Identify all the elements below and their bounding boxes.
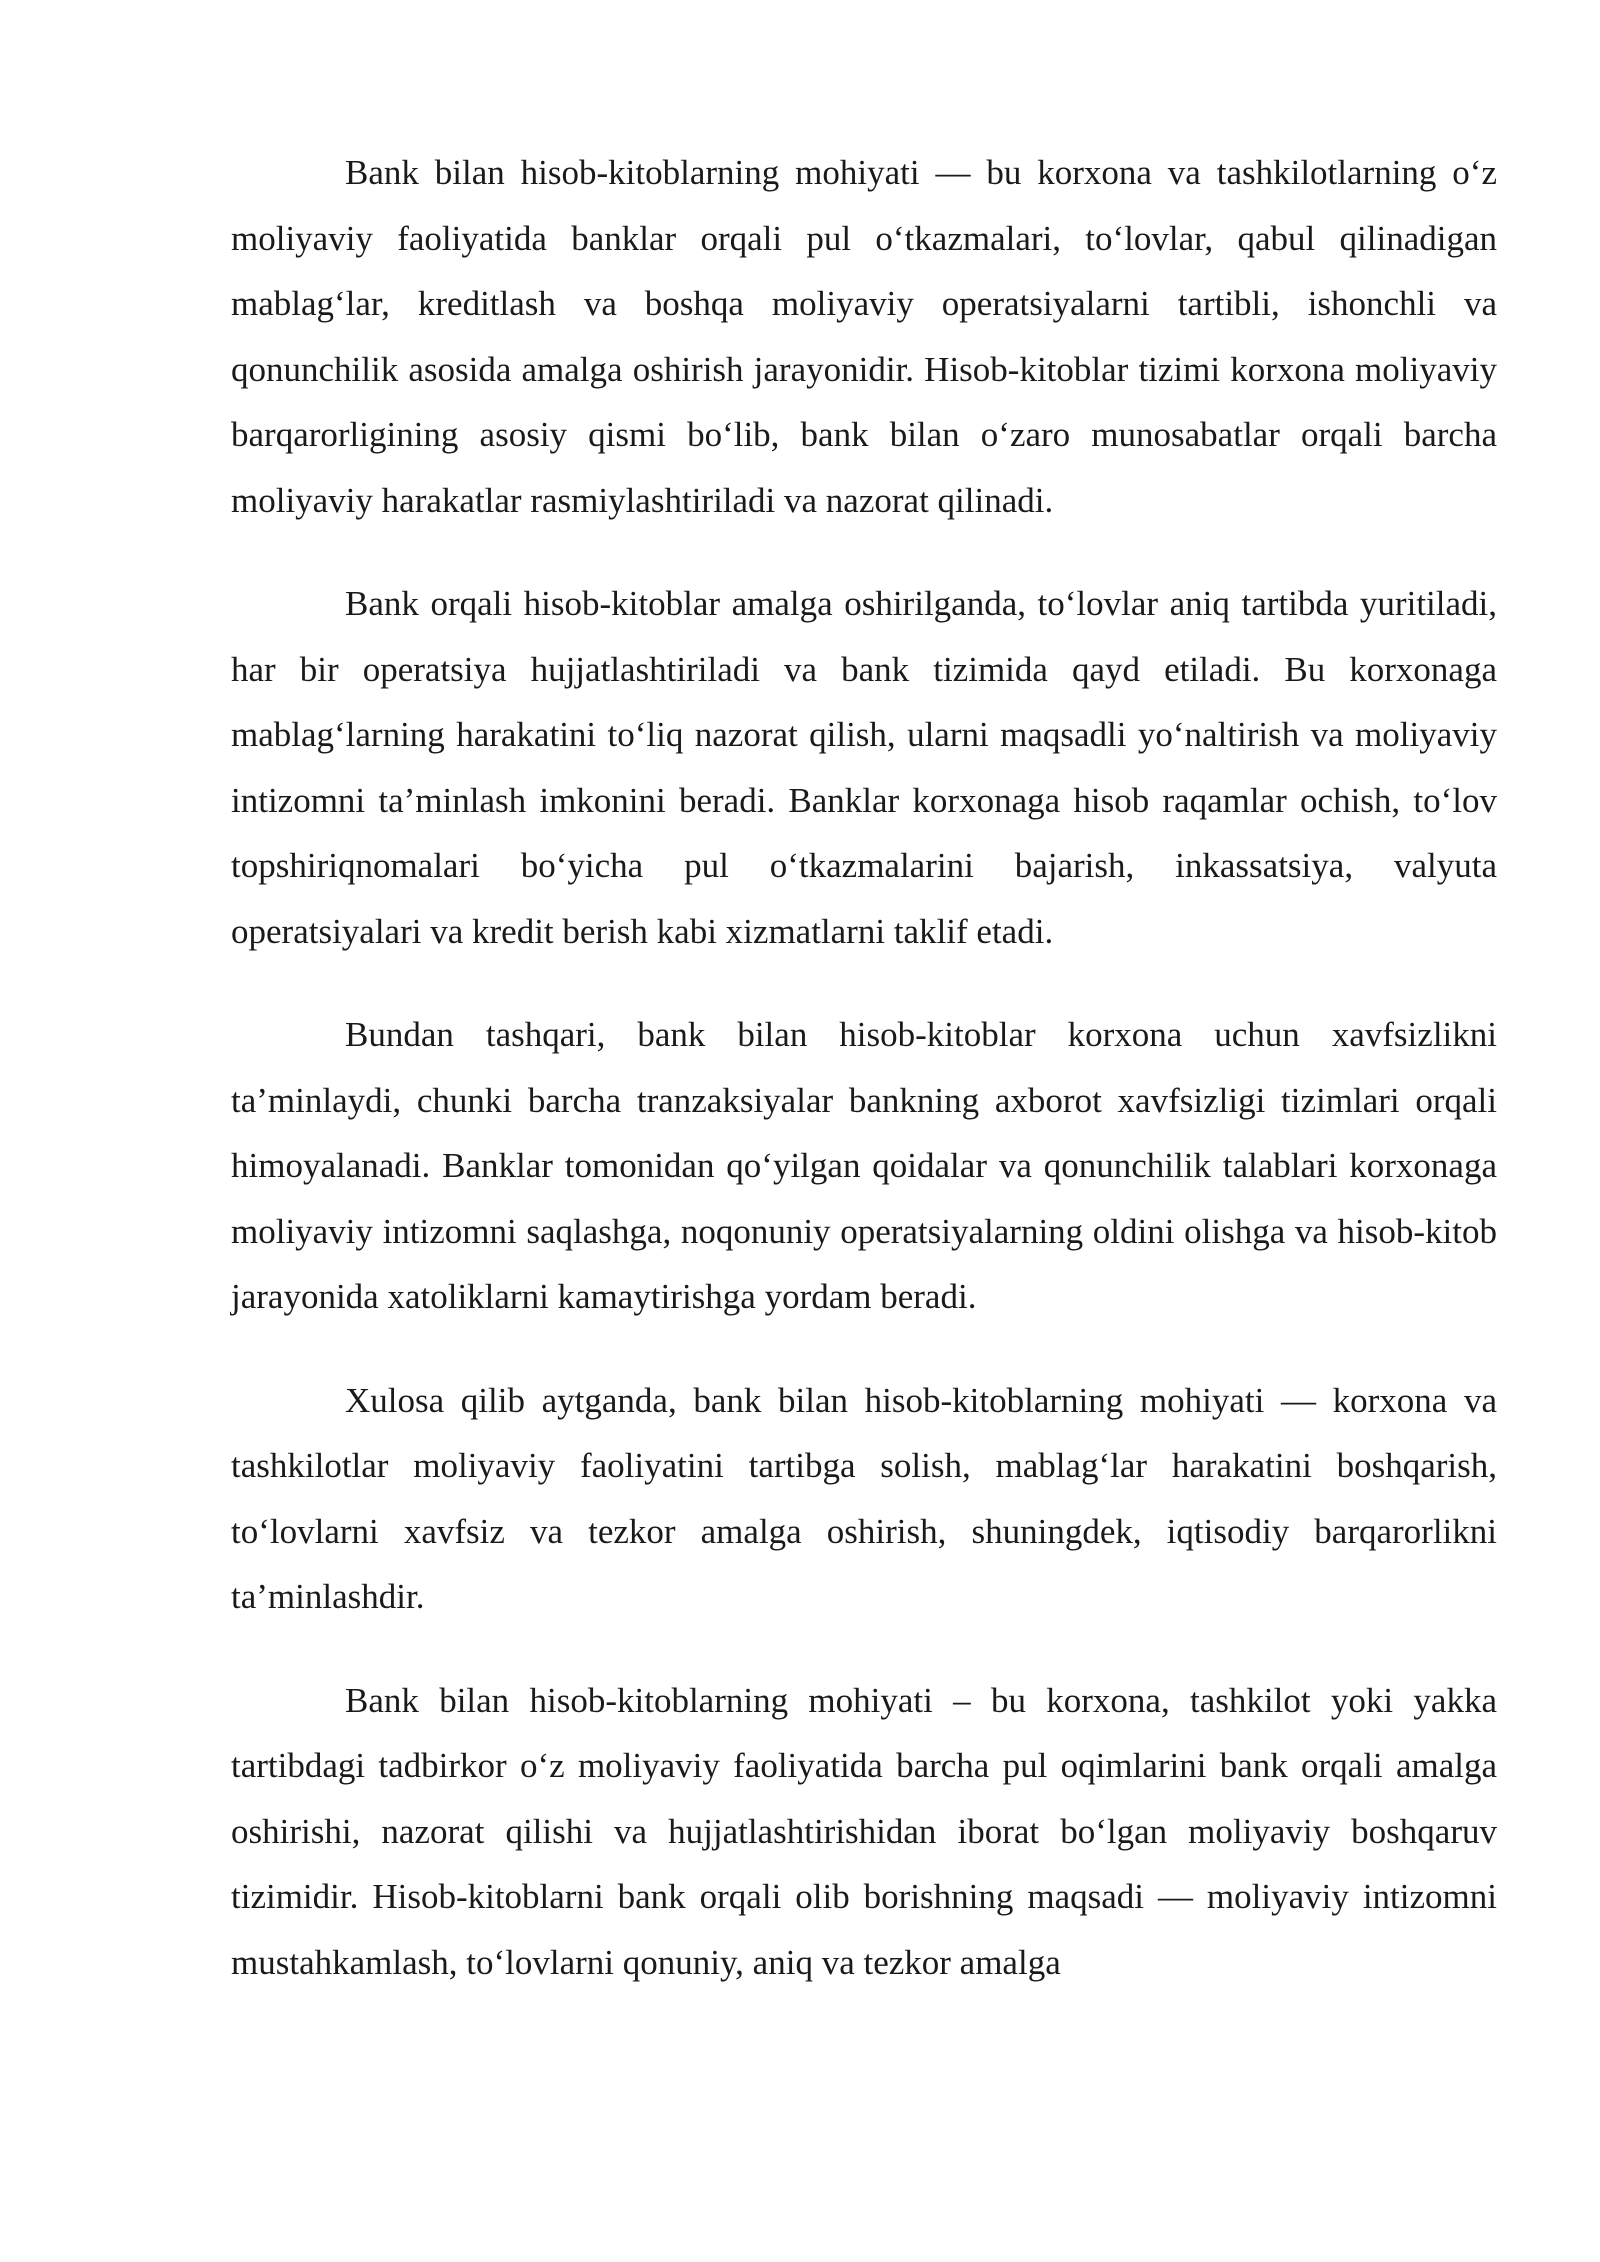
paragraph-1: Bank bilan hisob-kitoblarning mohiyati — bu korxona va tashkilotlarning o‘z moliyaviy faoliyatida banklar orqali pul o‘tkazmalari, to‘lovlar, qabul qilinadigan mablag‘lar, kreditlash va boshqa moliyaviy operatsiyalarni tartibli, ishonchli va qonunchilik asosida amalga oshirish jarayonidir. Hisob-kitoblar tizimi korxona moliyaviy barqarorligining asosiy qismi bo‘lib, bank bilan o‘zaro munosabatlar orqali barcha moliyaviy harakatlar rasmiylashtiriladi va nazorat qilinadi. xyxy=(231,153,1497,520)
paragraph-3: Bundan tashqari, bank bilan hisob-kitoblar korxona uchun xavfsizlikni ta’minlaydi, chunki barcha tranzaksiyalar bankning axborot xavfsizligi tizimlari orqali himoyalanadi. Banklar tomonidan qo‘yilgan qoidalar va qonunchilik talablari korxonaga moliyaviy intizomni saqlashga, noqonuniy operatsiyalarning oldini olishga va hisob-kitob jarayonida xatoliklarni kamaytirishga yordam beradi. xyxy=(231,1015,1497,1316)
paragraph-2: Bank orqali hisob-kitoblar amalga oshirilganda, to‘lovlar aniq tartibda yuritiladi, har bir operatsiya hujjatlashtiriladi va bank tizimida qayd etiladi. Bu korxonaga mablag‘larning harakatini to‘liq nazorat qilish, ularni maqsadli yo‘naltirish va moliyaviy intizomni ta’minlash imkonini beradi. Banklar korxonaga hisob raqamlar ochish, to‘lov topshiriqnomalari bo‘yicha pul o‘tkazmalarini bajarish, inkassatsiya, valyuta operatsiyalari va kredit berish kabi xizmatlarni taklif etadi. xyxy=(231,584,1497,951)
document-body xyxy=(231,140,1497,2033)
paragraph-5: Bank bilan hisob-kitoblarning mohiyati – bu korxona, tashkilot yoki yakka tartibdagi tadbirkor o‘z moliyaviy faoliyatida barcha pul oqimlarini bank orqali amalga oshirishi, nazorat qilishi va hujjatlashtirishidan iborat bo‘lgan moliyaviy boshqaruv tizimidir. Hisob-kitoblarni bank orqali olib borishning maqsadi — moliyaviy intizomni mustahkamlash, to‘lovlarni qonuniy, aniq va tezkor amalga xyxy=(231,1680,1497,1982)
paragraph-4: Xulosa qilib aytganda, bank bilan hisob-kitoblarning mohiyati — korxona va tashkilotlar moliyaviy faoliyatini tartibga solish, mablag‘lar harakatini boshqarish, to‘lovlarni xavfsiz va tezkor amalga oshirish, shuningdek, iqtisodiy barqarorlikni ta’minlashdir. xyxy=(231,1380,1497,1616)
